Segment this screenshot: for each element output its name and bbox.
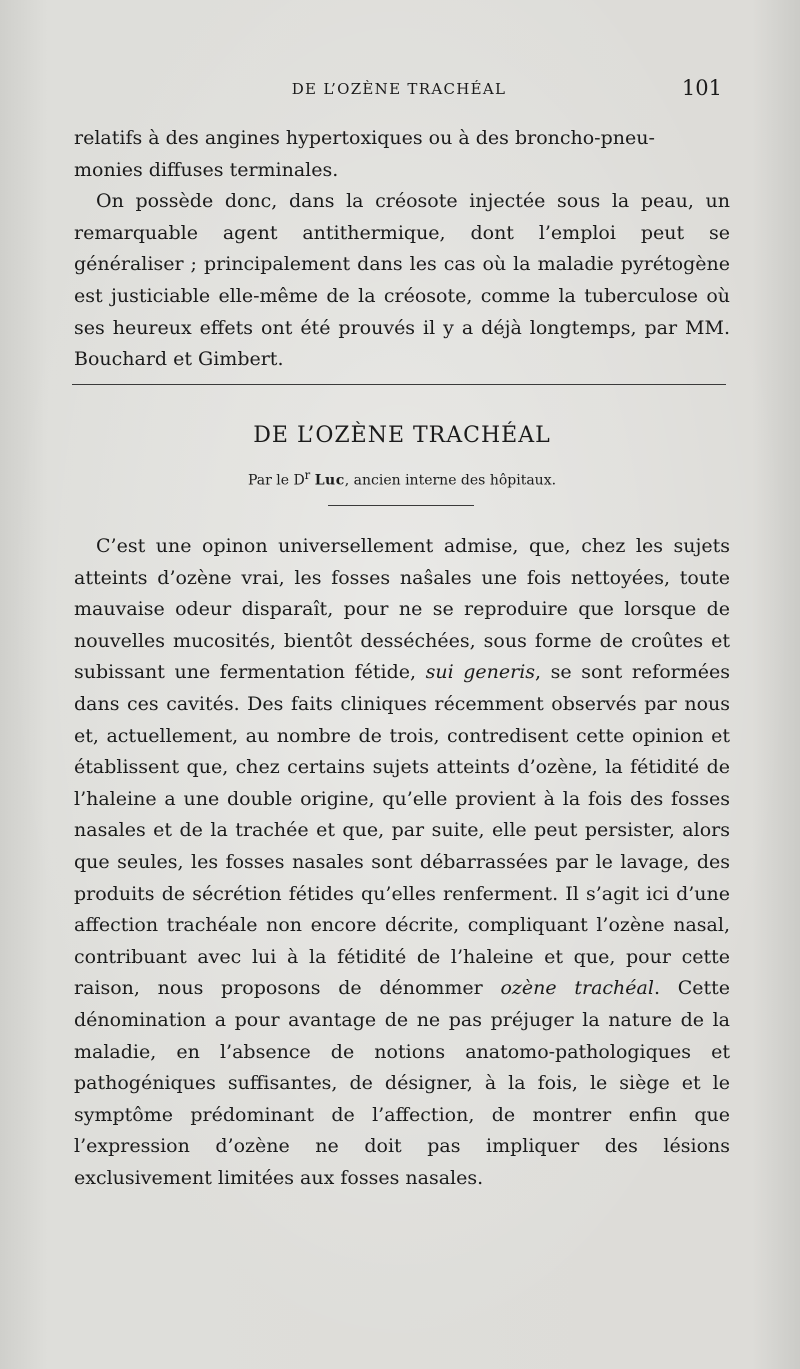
byline-prefix: Par le D (247, 472, 305, 489)
paragraph-text-middle: , se sont reformées dans ces cavités. Des faits cliniques récemment observés par nous et, actuellement, au nombre de trois, contredisent cette opinion et établissent que, chez certains sujets atteints d’ozène, la fétidité de l’haleine a une double origine, qu’elle provient à la fois des fosses nasales et de la trachée et que, par suite, elle peut persister, alors que seules, les fosses nasales sont débarrassées par le lavage, des produits de sécrétion fétides qu’elles renferment. Il s’agit ici d’une affection trachéale non encore décrite, compliquant l’ozène nasal, contribuant avec lui à la fétidité de l’haleine et que, pour cette raison, nous proposons de dénommer (74, 661, 730, 1000)
continuation-line-2: monies diffuses terminales. (74, 158, 339, 181)
creosote-paragraph: On possède donc, dans la créosote injectée sous la peau, un remarquable agent antithermique, dont l’emploi peut se généraliser ; principalement dans les cas où la maladie pyrétogène est justiciable elle-même de la créosote, comme la tuberculose où ses heureux effets ont été prouvés il y a déjà longtemps, par MM. Bouchard et Gimbert. (74, 190, 730, 371)
byline-suffix: , ancien interne des hôpitaux. (344, 472, 557, 489)
continuation-line-1: relatifs à des angines hypertoxiques ou à des broncho-pneu- (74, 127, 655, 149)
running-title: DE L’OZÈNE TRACHÉAL (291, 80, 507, 98)
article-title: DE L’OZÈNE TRACHÉAL (253, 423, 551, 448)
page-number: 101 (681, 76, 722, 100)
latin-phrase: sui generis (425, 661, 536, 684)
paragraph-text-end: . Cette dénomination a pour avantage de ne pas préjuger la nature de la maladie, en l’absence de notions anatomo-pathologiques et pathogéniques suffisantes, de désigner, à la fois, le siège et le symptôme prédominant de l’affection, de montrer enfin que l’expression d’ozène ne doit pas impliquer des lésions exclusivement limitées aux fosses nasales. (74, 977, 730, 1189)
byline-superscript: r (304, 468, 311, 482)
title-underline (328, 505, 474, 506)
byline-author: Luc (314, 472, 345, 489)
section-divider (72, 384, 726, 385)
article-byline (74, 468, 730, 489)
article-paragraph (74, 531, 730, 1194)
running-header (74, 76, 724, 104)
proposed-term: ozène trachéal (500, 977, 654, 1000)
paragraph-text-start: C’est une opinon universellement admise, que, chez les sujets atteints d’ozène vrai, les fosses naŝales une fois nettoyées, toute mauvaise odeur disparaît, pour ne se reproduire que lorsque de nouvelles mucosités, bientôt desséchées, sous forme de croûtes et subissant une fermentation fétide, (74, 535, 730, 684)
continuation-text (74, 123, 730, 376)
